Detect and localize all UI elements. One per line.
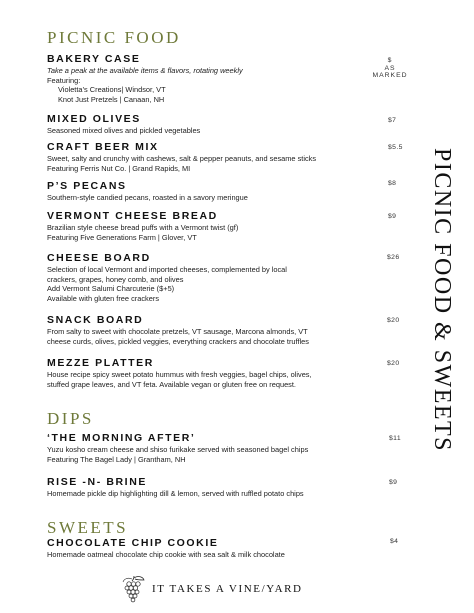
item-description: Add Vermont Salumi Charcuterie ($+5) (47, 284, 175, 294)
side-title (424, 148, 468, 568)
menu-item-bakery-case (47, 53, 382, 104)
item-vendor: Knot Just Pretzels | Canaan, NH (58, 94, 165, 104)
menu-item-mezze-platter (47, 357, 382, 389)
item-tagline: Take a peak at the available items & flavors, rotating weekly (47, 66, 243, 75)
item-description: Featuring Five Generations Farm | Glover, VT (47, 232, 197, 242)
item-description: cheese curds, olives, pickled veggies, everything crackers and chocolate truffles (47, 336, 309, 346)
item-description: Selection of local Vermont and imported cheeses, complemented by local (47, 265, 287, 274)
section-title-sweets: SWEETS (47, 518, 129, 537)
price-line: AS (384, 64, 396, 72)
price-ps-pecans: $8 (388, 180, 397, 187)
price-cheese-board: $26 (387, 254, 400, 261)
price-bakery-case (372, 57, 408, 80)
item-description: Featuring The Bagel Lady | Grantham, NH (47, 454, 186, 464)
side-title-text: PICNIC FOOD & SWEETS (429, 148, 455, 453)
menu-item-craft-beer-mix (47, 141, 382, 173)
item-name: RISE -N- BRINE (47, 476, 147, 488)
item-vendor: Violetta’s Creations| Windsor, VT (58, 85, 166, 95)
item-description: Southern-style candied pecans, roasted in a savory meringue (47, 193, 248, 202)
item-name: ‘THE MORNING AFTER’ (47, 432, 196, 444)
item-name: CHEESE BOARD (47, 252, 151, 264)
item-description: Brazilian style cheese bread puffs with a Vermont twist (gf) (47, 223, 239, 232)
price-mezze-platter: $20 (387, 360, 400, 367)
price-rise-n-brine: $9 (389, 479, 398, 486)
section-title-picnic-food: PICNIC FOOD (47, 28, 181, 47)
item-description: Sweet, salty and crunchy with cashews, salt & pepper peanuts, and sesame sticks (47, 154, 317, 163)
menu-item-snack-board (47, 314, 382, 346)
menu-item-chocolate-chip-cookie (47, 537, 382, 560)
item-description: From salty to sweet with chocolate pretzels, VT sausage, Marcona almonds, VT (47, 327, 308, 336)
footer-brand (120, 574, 380, 604)
menu-item-mixed-olives (47, 113, 382, 136)
grape-cluster-icon (120, 574, 148, 604)
price-chocolate-chip-cookie: $4 (390, 538, 399, 545)
item-name: VERMONT CHEESE BREAD (47, 210, 218, 222)
item-name: BAKERY CASE (47, 53, 141, 65)
item-name: CHOCOLATE CHIP COOKIE (47, 537, 219, 549)
price-snack-board: $20 (387, 317, 400, 324)
price-line: $ (387, 57, 393, 64)
price-the-morning-after: $11 (389, 435, 402, 442)
item-description: House recipe spicy sweet potato hummus with fresh veggies, bagel chips, olives, (47, 370, 312, 379)
item-featuring-label: Featuring: (47, 75, 81, 85)
price-mixed-olives: $7 (388, 117, 397, 124)
menu-item-the-morning-after (47, 432, 382, 464)
item-description: crackers, grapes, honey comb, and olives (47, 274, 184, 284)
section-title-dips: DIPS (47, 409, 94, 428)
menu-item-ps-pecans (47, 180, 382, 203)
price-line: MARKED (372, 72, 408, 80)
item-name: SNACK BOARD (47, 314, 144, 326)
item-description: Seasoned mixed olives and pickled vegetables (47, 126, 201, 135)
item-description: Available with gluten free crackers (47, 293, 160, 303)
footer-brand-text: IT TAKES A VINE/YARD (152, 583, 303, 595)
item-name: MEZZE PLATTER (47, 357, 154, 369)
item-description: stuffed grape leaves, and VT feta. Available vegan or gluten free on request. (47, 379, 296, 389)
item-description: Featuring Ferris Nut Co. | Grand Rapids, MI (47, 163, 191, 173)
price-craft-beer-mix: $5.5 (388, 144, 403, 151)
item-name: CRAFT BEER MIX (47, 141, 159, 153)
item-description: Homemade pickle dip highlighting dill & lemon, served with ruffled potato chips (47, 489, 304, 498)
menu-item-vermont-cheese-bread (47, 210, 382, 242)
price-vermont-cheese-bread: $9 (388, 213, 397, 220)
item-description: Yuzu kosho cream cheese and shiso furikake served with seasoned bagel chips (47, 445, 309, 454)
item-name: MIXED OLIVES (47, 113, 141, 125)
menu-item-rise-n-brine (47, 476, 382, 499)
item-description: Homemade oatmeal chocolate chip cookie with sea salt & milk chocolate (47, 550, 285, 559)
menu-item-cheese-board (47, 252, 382, 303)
item-name: P’S PECANS (47, 180, 127, 192)
